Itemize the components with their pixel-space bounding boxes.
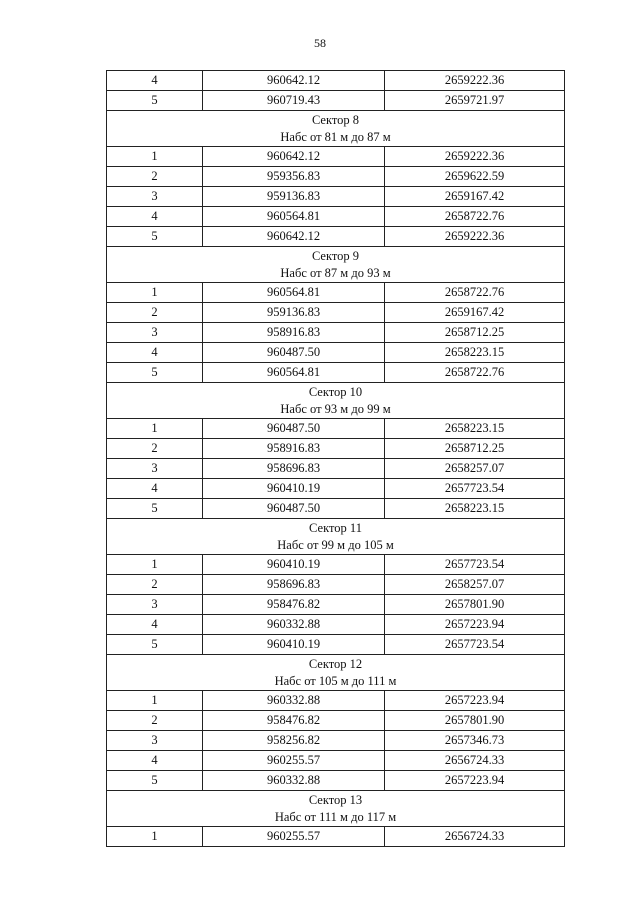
y-coordinate-cell: 2658712.25 xyxy=(385,323,565,343)
sector-height-range: Набс от 111 м до 117 м xyxy=(274,809,397,824)
table-row xyxy=(107,615,565,635)
sector-height-range: Набс от 87 м до 93 м xyxy=(280,265,391,280)
y-coordinate-cell: 2658223.15 xyxy=(385,499,565,519)
point-number-cell: 4 xyxy=(107,615,203,635)
point-number-cell: 3 xyxy=(107,595,203,615)
y-coordinate-cell: 2659167.42 xyxy=(385,303,565,323)
y-coordinate-cell: 2657723.54 xyxy=(385,635,565,655)
y-coordinate-cell: 2657723.54 xyxy=(385,479,565,499)
point-number-cell: 5 xyxy=(107,363,203,383)
x-coordinate-cell: 960410.19 xyxy=(203,479,385,499)
table-row xyxy=(107,459,565,479)
point-number-cell: 4 xyxy=(107,71,203,91)
y-coordinate-cell: 2658257.07 xyxy=(385,575,565,595)
table-row xyxy=(107,343,565,363)
x-coordinate-cell: 960564.81 xyxy=(203,283,385,303)
table-row xyxy=(107,479,565,499)
y-coordinate-cell: 2659167.42 xyxy=(385,187,565,207)
x-coordinate-cell: 960564.81 xyxy=(203,363,385,383)
point-number-cell: 5 xyxy=(107,635,203,655)
point-number-cell: 1 xyxy=(107,283,203,303)
table-row xyxy=(107,91,565,111)
x-coordinate-cell: 959136.83 xyxy=(203,303,385,323)
point-number-cell: 3 xyxy=(107,187,203,207)
point-number-cell: 4 xyxy=(107,751,203,771)
point-number-cell: 1 xyxy=(107,691,203,711)
point-number-cell: 5 xyxy=(107,91,203,111)
point-number-cell: 3 xyxy=(107,459,203,479)
table-row xyxy=(107,71,565,91)
table-row xyxy=(107,207,565,227)
sector-header-row xyxy=(107,247,565,283)
table-row xyxy=(107,419,565,439)
table-row xyxy=(107,595,565,615)
y-coordinate-cell: 2659222.36 xyxy=(385,71,565,91)
coordinates-table-body xyxy=(107,71,565,847)
table-row xyxy=(107,555,565,575)
x-coordinate-cell: 959356.83 xyxy=(203,167,385,187)
x-coordinate-cell: 959136.83 xyxy=(203,187,385,207)
sector-header-row xyxy=(107,519,565,555)
x-coordinate-cell: 960642.12 xyxy=(203,71,385,91)
point-number-cell: 1 xyxy=(107,419,203,439)
x-coordinate-cell: 960255.57 xyxy=(203,751,385,771)
x-coordinate-cell: 960332.88 xyxy=(203,691,385,711)
x-coordinate-cell: 960487.50 xyxy=(203,419,385,439)
sector-header-cell xyxy=(107,111,565,147)
point-number-cell: 3 xyxy=(107,731,203,751)
x-coordinate-cell: 960719.43 xyxy=(203,91,385,111)
sector-header-row xyxy=(107,383,565,419)
table-row xyxy=(107,827,565,847)
table-row xyxy=(107,167,565,187)
x-coordinate-cell: 958476.82 xyxy=(203,595,385,615)
sector-header-cell xyxy=(107,655,565,691)
coordinates-table xyxy=(106,70,565,847)
table-row xyxy=(107,439,565,459)
y-coordinate-cell: 2658722.76 xyxy=(385,283,565,303)
sector-height-range: Набс от 93 м до 99 м xyxy=(280,401,391,416)
x-coordinate-cell: 958916.83 xyxy=(203,323,385,343)
sector-header-row xyxy=(107,655,565,691)
sector-title: Сектор 10 xyxy=(308,385,363,399)
point-number-cell: 5 xyxy=(107,227,203,247)
point-number-cell: 3 xyxy=(107,323,203,343)
y-coordinate-cell: 2657223.94 xyxy=(385,615,565,635)
point-number-cell: 2 xyxy=(107,575,203,595)
y-coordinate-cell: 2658223.15 xyxy=(385,343,565,363)
sector-title: Сектор 13 xyxy=(308,793,363,807)
y-coordinate-cell: 2657223.94 xyxy=(385,771,565,791)
x-coordinate-cell: 958256.82 xyxy=(203,731,385,751)
x-coordinate-cell: 958476.82 xyxy=(203,711,385,731)
y-coordinate-cell: 2657346.73 xyxy=(385,731,565,751)
y-coordinate-cell: 2657801.90 xyxy=(385,711,565,731)
point-number-cell: 1 xyxy=(107,555,203,575)
sector-height-range: Набс от 99 м до 105 м xyxy=(277,537,394,552)
table-row xyxy=(107,283,565,303)
sector-title: Сектор 12 xyxy=(308,657,363,671)
y-coordinate-cell: 2658712.25 xyxy=(385,439,565,459)
sector-height-range: Набс от 81 м до 87 м xyxy=(280,129,391,144)
x-coordinate-cell: 960564.81 xyxy=(203,207,385,227)
x-coordinate-cell: 960332.88 xyxy=(203,615,385,635)
table-row xyxy=(107,227,565,247)
y-coordinate-cell: 2659222.36 xyxy=(385,227,565,247)
table-row xyxy=(107,635,565,655)
point-number-cell: 4 xyxy=(107,479,203,499)
y-coordinate-cell: 2659622.59 xyxy=(385,167,565,187)
table-row xyxy=(107,499,565,519)
point-number-cell: 4 xyxy=(107,343,203,363)
y-coordinate-cell: 2658257.07 xyxy=(385,459,565,479)
x-coordinate-cell: 960642.12 xyxy=(203,147,385,167)
y-coordinate-cell: 2658722.76 xyxy=(385,363,565,383)
table-row xyxy=(107,363,565,383)
table-row xyxy=(107,575,565,595)
table-row xyxy=(107,751,565,771)
sector-title: Сектор 11 xyxy=(309,521,362,535)
sector-header-cell xyxy=(107,519,565,555)
y-coordinate-cell: 2657723.54 xyxy=(385,555,565,575)
x-coordinate-cell: 960487.50 xyxy=(203,499,385,519)
table-row xyxy=(107,711,565,731)
sector-header-cell xyxy=(107,383,565,419)
y-coordinate-cell: 2659222.36 xyxy=(385,147,565,167)
sector-header-cell xyxy=(107,247,565,283)
y-coordinate-cell: 2656724.33 xyxy=(385,827,565,847)
y-coordinate-cell: 2658722.76 xyxy=(385,207,565,227)
x-coordinate-cell: 958696.83 xyxy=(203,459,385,479)
sector-header-row xyxy=(107,791,565,827)
table-row xyxy=(107,323,565,343)
y-coordinate-cell: 2657223.94 xyxy=(385,691,565,711)
x-coordinate-cell: 960487.50 xyxy=(203,343,385,363)
x-coordinate-cell: 958916.83 xyxy=(203,439,385,459)
x-coordinate-cell: 960410.19 xyxy=(203,635,385,655)
table-row xyxy=(107,691,565,711)
page-number: 58 xyxy=(314,36,326,50)
x-coordinate-cell: 960642.12 xyxy=(203,227,385,247)
table-row xyxy=(107,187,565,207)
x-coordinate-cell: 960255.57 xyxy=(203,827,385,847)
sector-title: Сектор 9 xyxy=(311,249,360,263)
sector-height-range: Набс от 105 м до 111 м xyxy=(274,673,397,688)
x-coordinate-cell: 958696.83 xyxy=(203,575,385,595)
sector-header-row xyxy=(107,111,565,147)
point-number-cell: 5 xyxy=(107,771,203,791)
sector-header-cell xyxy=(107,791,565,827)
table-row xyxy=(107,771,565,791)
y-coordinate-cell: 2657801.90 xyxy=(385,595,565,615)
point-number-cell: 2 xyxy=(107,439,203,459)
point-number-cell: 4 xyxy=(107,207,203,227)
sector-title: Сектор 8 xyxy=(311,113,360,127)
y-coordinate-cell: 2656724.33 xyxy=(385,751,565,771)
point-number-cell: 1 xyxy=(107,147,203,167)
table-row xyxy=(107,731,565,751)
y-coordinate-cell: 2658223.15 xyxy=(385,419,565,439)
point-number-cell: 2 xyxy=(107,711,203,731)
x-coordinate-cell: 960410.19 xyxy=(203,555,385,575)
point-number-cell: 2 xyxy=(107,303,203,323)
point-number-cell: 5 xyxy=(107,499,203,519)
table-row xyxy=(107,147,565,167)
point-number-cell: 1 xyxy=(107,827,203,847)
point-number-cell: 2 xyxy=(107,167,203,187)
y-coordinate-cell: 2659721.97 xyxy=(385,91,565,111)
table-row xyxy=(107,303,565,323)
x-coordinate-cell: 960332.88 xyxy=(203,771,385,791)
